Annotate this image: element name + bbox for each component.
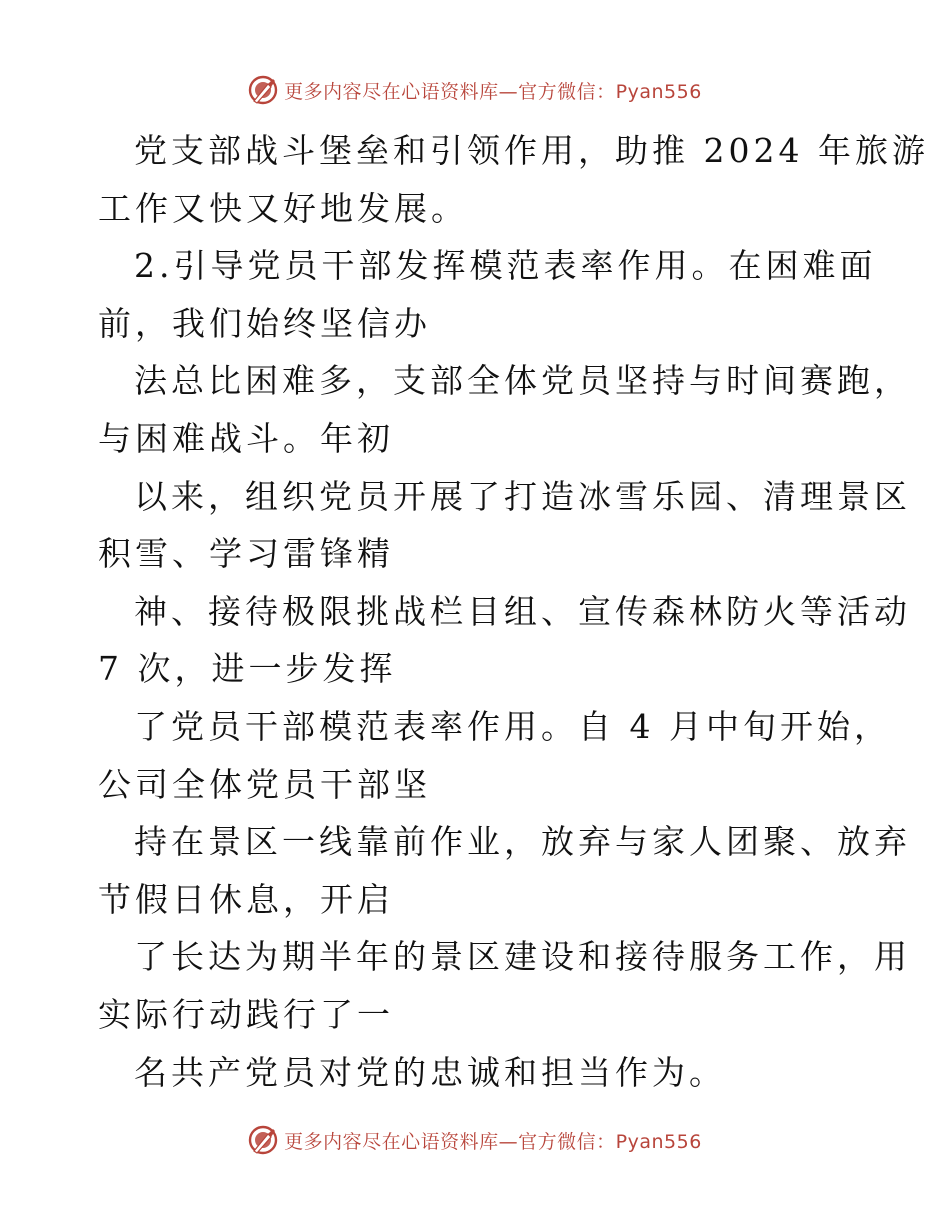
text-line: 了党员干部模范表率作用。自 4 月中旬开始， bbox=[134, 706, 891, 746]
text-line: 以来，组织党员开展了打造冰雪乐园、清理景区 bbox=[134, 476, 911, 516]
text-line: 公司全体党员干部坚 bbox=[98, 764, 431, 804]
text-line: 神、接待极限挑战栏目组、宣传森林防火等活动 bbox=[134, 591, 911, 631]
text-line: 党支部战斗堡垒和引领作用，助推 2024 年旅游 bbox=[134, 131, 929, 170]
pen-logo-icon bbox=[248, 75, 278, 105]
document-body bbox=[98, 122, 929, 1101]
text-line: 工作又快又好地发展。 bbox=[98, 188, 468, 228]
text-line: 了长达为期半年的景区建设和接待服务工作，用 bbox=[134, 937, 911, 977]
text-line: 与困难战斗。年初 bbox=[98, 418, 394, 458]
text-line: 名共产党员对党的忠诚和担当作为。 bbox=[134, 1052, 726, 1092]
header-watermark bbox=[0, 70, 950, 110]
text-line: 前，我们始终坚信办 bbox=[98, 303, 431, 343]
pen-logo-icon bbox=[248, 1125, 278, 1155]
text-line: 实际行动践行了一 bbox=[98, 994, 394, 1034]
watermark-text: 更多内容尽在心语资料库—官方微信：Pyan556 bbox=[284, 80, 702, 103]
text-line: 持在景区一线靠前作业，放弃与家人团聚、放弃 bbox=[134, 822, 911, 862]
text-line: 节假日休息，开启 bbox=[98, 879, 394, 919]
text-line: 2.引导党员干部发挥模范表率作用。在困难面 bbox=[134, 246, 877, 286]
text-line: 法总比困难多，支部全体党员坚持与时间赛跑， bbox=[134, 361, 911, 401]
footer-watermark bbox=[0, 1120, 950, 1160]
text-line: 积雪、学习雷锋精 bbox=[98, 534, 394, 574]
text-line: 7 次，进一步发挥 bbox=[98, 649, 397, 689]
watermark-text: 更多内容尽在心语资料库—官方微信：Pyan556 bbox=[284, 1130, 702, 1153]
